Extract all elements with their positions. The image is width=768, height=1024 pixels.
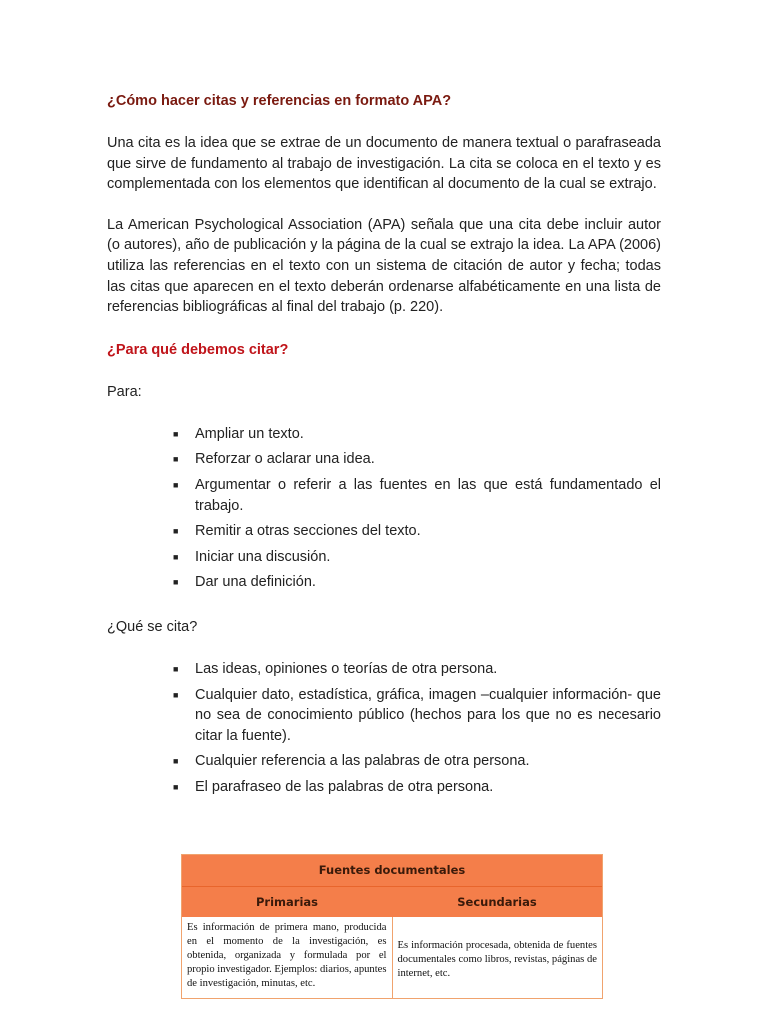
bullet-icon: ■ bbox=[173, 526, 179, 537]
table-title: Fuentes documentales bbox=[182, 855, 602, 886]
bullet-icon: ■ bbox=[173, 479, 179, 490]
what-label: ¿Qué se cita? bbox=[107, 618, 198, 635]
bullet-icon: ■ bbox=[173, 577, 179, 588]
col-secondary-header: Secundarias bbox=[457, 895, 537, 909]
main-heading: ¿Cómo hacer citas y referencias en formato APA? bbox=[107, 93, 452, 109]
list-item: ■ El parafraseo de las palabras de otra persona. bbox=[107, 777, 661, 798]
bullet-icon: ■ bbox=[173, 663, 179, 674]
list-item: ■ Argumentar o referir a las fuentes en las que está fundamentado el trabajo. bbox=[173, 476, 661, 514]
list-item: ■ Remitir a otras secciones del texto. bbox=[107, 521, 661, 542]
secondary-cell bbox=[393, 917, 603, 998]
what-list bbox=[107, 659, 661, 798]
bullet-icon: ■ bbox=[173, 428, 179, 439]
table-header-row bbox=[182, 886, 602, 917]
bullet-icon: ■ bbox=[173, 781, 179, 792]
list-item: ■ Cualquier dato, estadística, gráfica, imagen –cualquier información- que no sea de conocimiento público (hechos para los que no es necesario citar la fuente). bbox=[173, 686, 661, 744]
col-primary-header: Primarias bbox=[255, 895, 318, 909]
bullet-icon: ■ bbox=[173, 551, 179, 562]
list-item: ■ Reforzar o aclarar una idea. bbox=[107, 449, 661, 470]
bullet-icon: ■ bbox=[173, 756, 179, 767]
table-row bbox=[182, 917, 602, 998]
list-item: ■ Iniciar una discusión. bbox=[107, 547, 661, 568]
intro-paragraph: Una cita es la idea que se extrae de un documento de manera textual o parafraseada que sirve de fundamento al trabajo de investigación. La cita se coloca en el texto y es complementada con los elementos que identifican al documento de la cual se extrajo. bbox=[107, 135, 661, 193]
list-item: ■ Cualquier referencia a las palabras de otra persona. bbox=[107, 751, 661, 772]
para-label: Para: bbox=[107, 383, 142, 400]
document-page bbox=[107, 91, 661, 817]
secondary-cell-text: Es información procesada, obtenida de fuentes documentales como libros, revistas, páginas de internet, etc. bbox=[397, 939, 597, 979]
primary-cell: Es información de primera mano, producida en el momento de la investigación, es obtenida, organizada y formulada por el propio investigador. Ejemplos: diarios, apuntes de investigación, minutas, etc. bbox=[182, 917, 393, 998]
list-item: ■ Ampliar un texto. bbox=[107, 424, 661, 445]
why-list bbox=[107, 424, 661, 593]
apa-paragraph: La American Psychological Association (APA) señala que una cita debe incluir autor (o autores), año de publicación y la página de la cual se extrajo la idea. La APA (2006) utiliza las referencias en el texto con un sistema de citación de autor y fecha; todas las citas que aparecen en el texto deberán ordenarse alfabéticamente en una lista de referencias bibliográficas al final del trabajo (p. 220). bbox=[107, 216, 661, 316]
list-item: ■ Las ideas, opiniones o teorías de otra persona. bbox=[107, 659, 661, 680]
sources-table bbox=[181, 854, 603, 999]
list-item: ■ Dar una definición. bbox=[107, 572, 661, 593]
why-cite-heading: ¿Para qué debemos citar? bbox=[107, 341, 289, 358]
bullet-icon: ■ bbox=[173, 454, 179, 465]
bullet-icon: ■ bbox=[173, 689, 179, 700]
